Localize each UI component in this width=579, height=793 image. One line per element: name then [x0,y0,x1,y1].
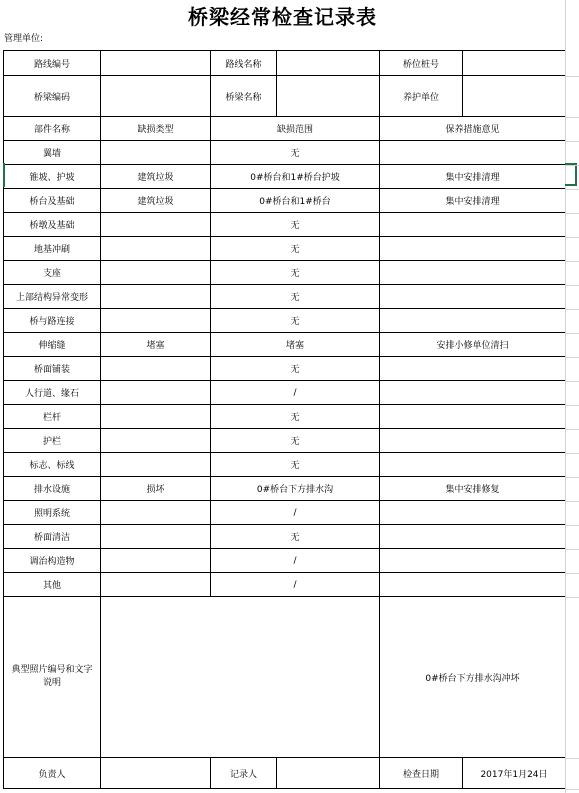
defect-range-cell[interactable]: 0#桥台和1#桥台护坡 [211,165,380,189]
advice-cell[interactable] [380,357,566,381]
component-name: 桥面铺装 [4,357,101,381]
defect-range-cell[interactable]: / [211,381,380,405]
date-value: 2017年1月24日 [463,758,566,789]
sheet-gridline [565,525,579,526]
bridge-code-label: 桥梁编码 [4,76,101,117]
defect-range-cell[interactable]: 无 [211,429,380,453]
sheet-gridline [565,141,579,142]
sheet-gridline [565,165,579,166]
advice-cell[interactable] [380,549,566,573]
defect-range-cell[interactable]: 无 [211,357,380,381]
management-unit-label: 管理单位: [4,34,44,44]
photo-row [4,597,566,758]
advice-cell[interactable] [380,381,566,405]
defect-range-cell[interactable]: / [211,501,380,525]
person-value[interactable] [101,758,211,789]
defect-type-cell[interactable] [101,141,211,165]
defect-range-cell[interactable]: 无 [211,285,380,309]
component-name: 桥面清洁 [4,525,101,549]
sheet-gridline [565,597,579,598]
advice-cell[interactable] [380,141,566,165]
advice-cell[interactable] [380,429,566,453]
advice-cell[interactable] [380,453,566,477]
sheet-gridline [565,213,579,214]
table-row [4,261,566,285]
component-name: 调治构造物 [4,549,101,573]
sheet-gridline [565,309,579,310]
component-name: 栏杆 [4,405,101,429]
table-row [4,357,566,381]
component-name: 锥坡、护坡 [4,165,101,189]
sheet-gridline [565,0,566,793]
table-row [4,381,566,405]
defect-range-cell[interactable]: 无 [211,141,380,165]
defect-type-cell[interactable] [101,285,211,309]
sheet-gridline [565,789,579,790]
table-row [4,573,566,597]
defect-range-cell[interactable]: 无 [211,453,380,477]
component-name: 桥台及基础 [4,189,101,213]
advice-cell[interactable]: 集中安排清理 [380,189,566,213]
defect-range-cell[interactable]: 无 [211,261,380,285]
defect-type-cell[interactable] [101,501,211,525]
sheet-gridline [565,549,579,550]
recorder-label: 记录人 [211,758,277,789]
defect-range-cell[interactable]: 无 [211,237,380,261]
table-row [4,285,566,309]
bridge-name-label: 桥梁名称 [211,76,277,117]
photo-label: 典型照片编号和文字说明 [4,597,101,758]
sheet-gridline [565,477,579,478]
component-name: 排水设施 [4,477,101,501]
recorder-value[interactable] [277,758,380,789]
advice-cell[interactable]: 集中安排清理 [380,165,566,189]
col-defect-range-header: 缺损范围 [211,117,380,141]
component-name: 照明系统 [4,501,101,525]
maintenance-unit-value[interactable] [463,76,566,117]
component-name: 其他 [4,573,101,597]
selection-indicator-left [3,163,5,187]
defect-type-cell[interactable] [101,549,211,573]
table-row [4,237,566,261]
advice-cell[interactable] [380,501,566,525]
table-row [4,141,566,165]
column-header-row [4,117,566,141]
defect-type-cell[interactable]: 建筑垃圾 [101,189,211,213]
defect-type-cell[interactable]: 损坏 [101,477,211,501]
sheet-gridline [565,405,579,406]
table-row [4,189,566,213]
route-no-value[interactable] [101,51,211,76]
bridge-name-value[interactable] [277,76,380,117]
defect-range-cell[interactable]: 堵塞 [211,333,380,357]
advice-cell[interactable] [380,525,566,549]
form-title: 桥梁经常检查记录表 [188,4,377,29]
defect-range-cell[interactable]: 0#桥台和1#桥台 [211,189,380,213]
component-name: 桥与路连接 [4,309,101,333]
sheet-gridline [565,117,579,118]
defect-type-cell[interactable] [101,213,211,237]
defect-range-cell[interactable]: 0#桥台下方排水沟 [211,477,380,501]
bridge-code-value[interactable] [101,76,211,117]
defect-type-cell[interactable] [101,309,211,333]
sheet-gridline [565,453,579,454]
date-label: 检查日期 [380,758,463,789]
table-row [4,549,566,573]
sheet-gridline [565,285,579,286]
defect-range-cell[interactable]: 无 [211,213,380,237]
advice-cell[interactable] [380,405,566,429]
component-name: 上部结构异常变形 [4,285,101,309]
advice-cell[interactable] [380,285,566,309]
sheet-gridline [565,501,579,502]
table-row [4,165,566,189]
component-name: 桥墩及基础 [4,213,101,237]
defect-range-cell[interactable]: 无 [211,525,380,549]
table-row [4,477,566,501]
sheet-gridline [565,381,579,382]
stake-label: 桥位桩号 [380,51,463,76]
table-row [4,525,566,549]
defect-type-cell[interactable] [101,357,211,381]
defect-type-cell[interactable] [101,429,211,453]
photo-area[interactable] [101,597,380,758]
route-name-value[interactable] [277,51,380,76]
selected-cell[interactable] [565,163,577,186]
sheet-gridline [565,189,579,190]
component-name: 人行道、缘石 [4,381,101,405]
defect-type-cell[interactable] [101,261,211,285]
col-advice-header: 保养措施意见 [380,117,566,141]
table-row [4,309,566,333]
defect-range-cell[interactable]: 无 [211,309,380,333]
advice-cell[interactable] [380,213,566,237]
sheet-gridline [565,429,579,430]
footer-row [4,758,566,789]
sheet-gridline [565,573,579,574]
defect-type-cell[interactable]: 堵塞 [101,333,211,357]
table-row [4,429,566,453]
table-row [4,405,566,429]
col-component-header: 部件名称 [4,117,101,141]
advice-cell[interactable]: 安排小修单位清扫 [380,333,566,357]
defect-type-cell[interactable] [101,237,211,261]
sheet-gridline [565,758,579,759]
component-name: 护栏 [4,429,101,453]
advice-cell[interactable]: 集中安排修复 [380,477,566,501]
advice-cell[interactable] [380,237,566,261]
advice-cell[interactable] [380,573,566,597]
defect-type-cell[interactable] [101,525,211,549]
table-row [4,213,566,237]
sheet-gridline [565,333,579,334]
sheet-gridline [565,76,579,77]
defect-range-cell[interactable]: / [211,573,380,597]
col-defect-type-header: 缺损类型 [101,117,211,141]
route-no-label: 路线编号 [4,51,101,76]
advice-cell[interactable] [380,309,566,333]
defect-range-cell[interactable]: / [211,549,380,573]
defect-type-cell[interactable] [101,405,211,429]
component-name: 地基冲刷 [4,237,101,261]
defect-type-cell[interactable] [101,573,211,597]
table-row [4,453,566,477]
component-name: 支座 [4,261,101,285]
defect-type-cell[interactable]: 建筑垃圾 [101,165,211,189]
stake-value[interactable] [463,51,566,76]
defect-type-cell[interactable] [101,381,211,405]
defect-range-cell[interactable]: 无 [211,405,380,429]
advice-cell[interactable] [380,261,566,285]
component-name: 翼墙 [4,141,101,165]
header-row-2 [4,76,566,117]
header-row-1 [4,51,566,76]
table-row [4,333,566,357]
sheet-gridline [565,357,579,358]
component-name: 伸缩缝 [4,333,101,357]
inspection-table [3,50,566,789]
maintenance-unit-label: 养护单位 [380,76,463,117]
photo-note: 0#桥台下方排水沟冲坏 [380,597,566,758]
route-name-label: 路线名称 [211,51,277,76]
sheet-gridline [565,237,579,238]
person-label: 负责人 [4,758,101,789]
defect-type-cell[interactable] [101,453,211,477]
table-row [4,501,566,525]
component-name: 标志、标线 [4,453,101,477]
sheet-gridline [565,261,579,262]
